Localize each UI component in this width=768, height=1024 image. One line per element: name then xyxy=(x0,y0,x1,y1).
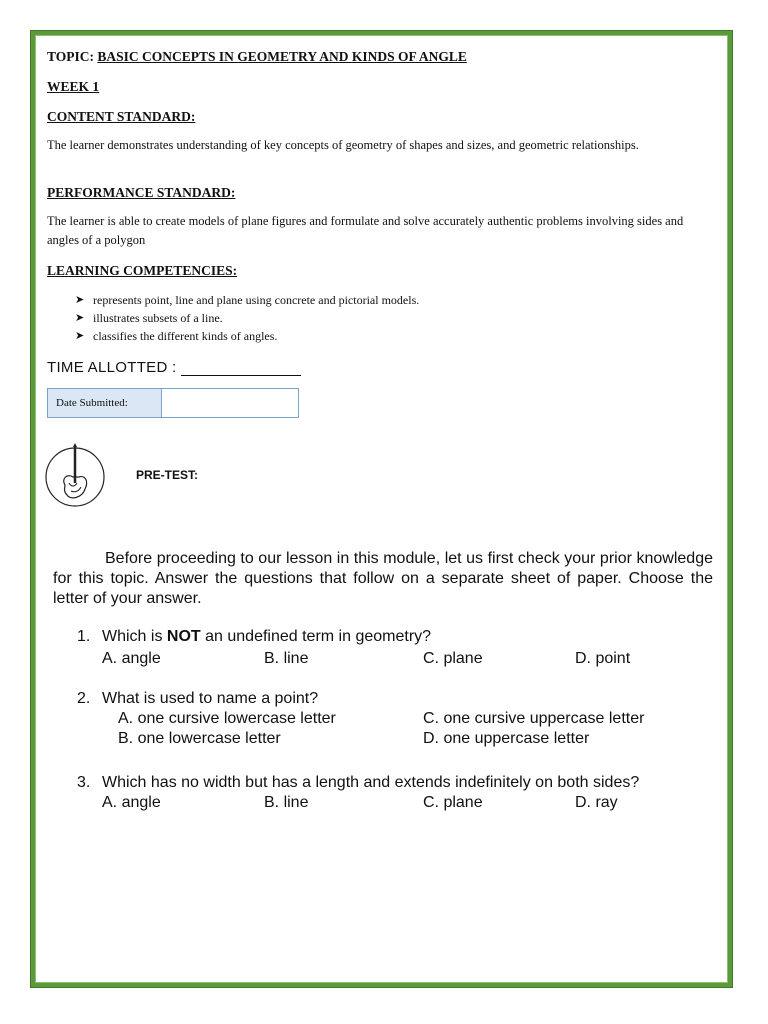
option-2b[interactable]: B. one lowercase letter xyxy=(118,730,281,747)
list-item: ➤ represents point, line and plane using concrete and pictorial models. xyxy=(75,293,420,307)
pretest-intro: Before proceeding to our lesson in this module, let us first check your prior knowledge for this topic. Answer the questions that follow on a separate sheet of paper. Choose the letter of your answer. xyxy=(53,550,713,607)
content-standard-heading: CONTENT STANDARD: xyxy=(47,109,196,124)
list-item: ➤ illustrates subsets of a line. xyxy=(75,311,223,325)
content-standard-text: The learner demonstrates understanding of key concepts of geometry of shapes and sizes, and geometric relationships. xyxy=(47,138,639,152)
date-submitted-box xyxy=(47,388,299,418)
date-submitted-label: Date Submitted: xyxy=(48,389,162,417)
performance-standard-heading: PERFORMANCE STANDARD: xyxy=(47,185,236,200)
question-1: 1. Which is NOT an undefined term in geometry? xyxy=(77,628,432,645)
option-3a[interactable]: A. angle xyxy=(102,794,161,811)
option-1c[interactable]: C. plane xyxy=(423,650,483,667)
pretest-heading: PRE-TEST: xyxy=(136,468,199,482)
learning-competencies-heading: LEARNING COMPETENCIES: xyxy=(47,263,238,278)
time-allotted xyxy=(47,359,301,376)
time-allotted-label: TIME ALLOTTED : xyxy=(47,359,177,376)
time-allotted-blank[interactable] xyxy=(181,361,301,376)
question-3: 3. Which has no width but has a length and extends indefinitely on both sides? xyxy=(77,774,640,791)
arrow-bullet-icon: ➤ xyxy=(75,312,85,324)
pencil-hand-icon xyxy=(45,439,109,511)
option-3b[interactable]: B. line xyxy=(264,794,309,811)
list-item: ➤ classifies the different kinds of angles. xyxy=(75,329,278,343)
option-1a[interactable]: A. angle xyxy=(102,650,161,667)
week-label: WEEK 1 xyxy=(47,79,100,94)
performance-standard-text: The learner is able to create models of plane figures and formulate and solve accurately authentic problems involving sides and angles of a polygon xyxy=(47,214,684,247)
question-2: 2. What is used to name a point? xyxy=(77,690,319,707)
date-submitted-field[interactable] xyxy=(162,389,298,417)
page-frame xyxy=(31,31,732,987)
arrow-bullet-icon: ➤ xyxy=(75,330,85,342)
competencies-list xyxy=(75,291,419,345)
topic-line xyxy=(47,49,467,65)
option-2a[interactable]: A. one cursive lowercase letter xyxy=(118,710,336,727)
option-1d[interactable]: D. point xyxy=(575,650,631,667)
option-2d[interactable]: D. one uppercase letter xyxy=(423,730,590,747)
option-1b[interactable]: B. line xyxy=(264,650,309,667)
topic-title: BASIC CONCEPTS IN GEOMETRY AND KINDS OF ANGLE xyxy=(97,49,467,64)
arrow-bullet-icon: ➤ xyxy=(75,294,85,306)
option-3d[interactable]: D. ray xyxy=(575,794,618,811)
option-2c[interactable]: C. one cursive uppercase letter xyxy=(423,710,645,727)
option-3c[interactable]: C. plane xyxy=(423,794,483,811)
topic-label: TOPIC: xyxy=(47,49,98,64)
